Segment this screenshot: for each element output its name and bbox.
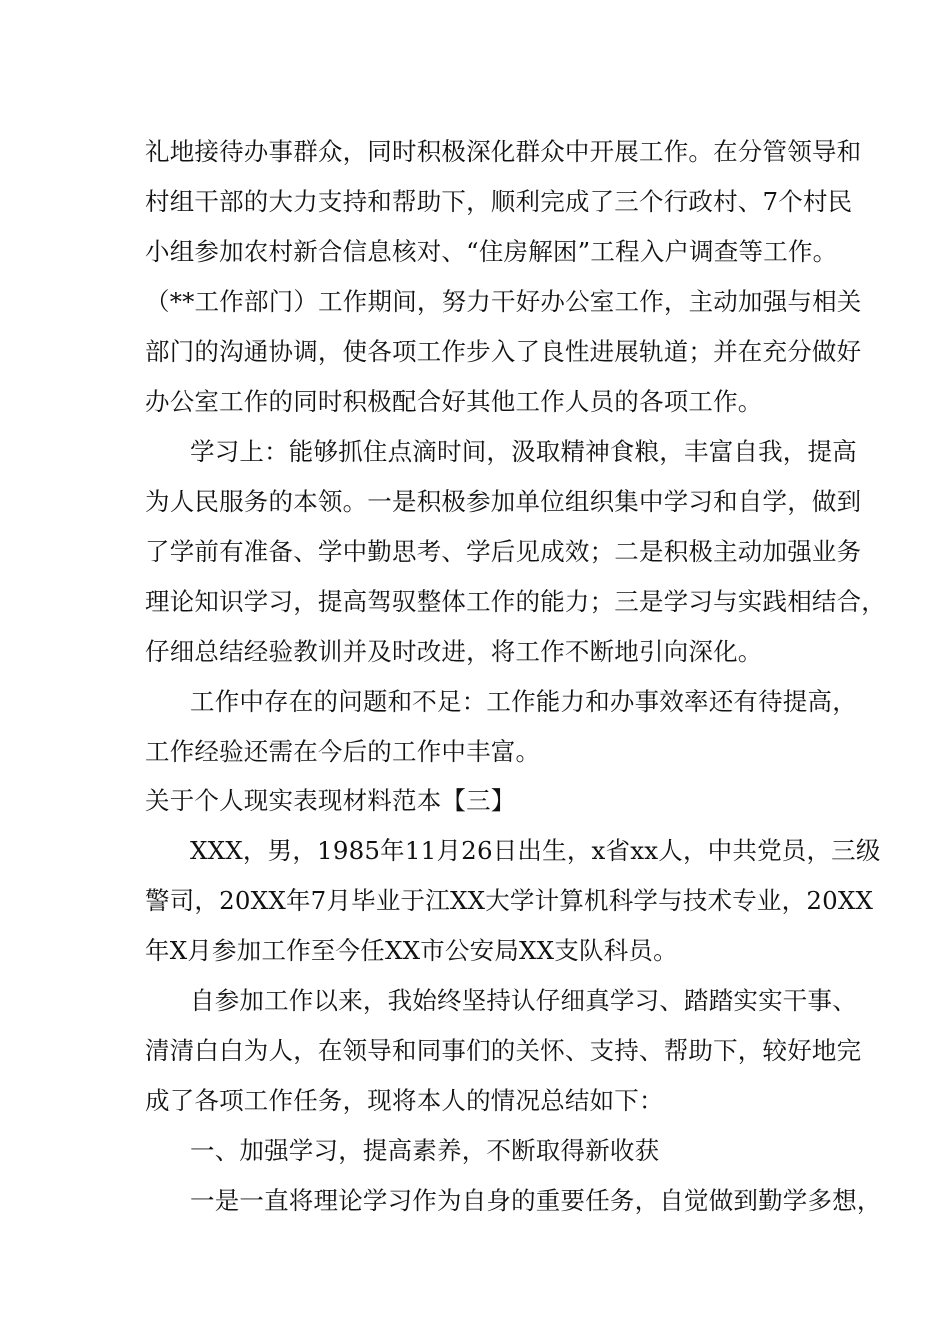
text-line: 为人民服务的本领。一是积极参加单位组织集中学习和自学，做到 <box>145 487 862 516</box>
text-line: 村组干部的大力支持和帮助下，顺利完成了三个行政村、7个村民 <box>145 187 853 216</box>
text-line: 理论知识学习，提高驾驭整体工作的能力；三是学习与实践相结合， <box>145 587 886 616</box>
text-line: 警司，20XX年7月毕业于江XX大学计算机科学与技术专业，20XX <box>145 886 874 915</box>
paragraph-first-line: 工作中存在的问题和不足：工作能力和办事效率还有待提高， <box>190 687 857 716</box>
paragraph-first-line: XXX，男，1985年11月26日出生，x省xx人，中共党员，三级 <box>190 836 881 865</box>
text-line: 礼地接待办事群众，同时积极深化群众中开展工作。在分管领导和 <box>145 137 862 166</box>
subheading-line: 一、加强学习，提高素养，不断取得新收获 <box>190 1136 660 1165</box>
paragraph-first-line: 自参加工作以来，我始终坚持认仔细真学习、踏踏实实干事、 <box>190 986 857 1015</box>
paragraph-first-line: 一是一直将理论学习作为自身的重要任务，自觉做到勤学多想， <box>190 1186 882 1215</box>
text-line: 部门的沟通协调，使各项工作步入了良性进展轨道；并在充分做好 <box>145 337 862 366</box>
section-heading: 关于个人现实表现材料范本【三】 <box>145 786 516 815</box>
paragraph-first-line: 学习上：能够抓住点滴时间，汲取精神食粮，丰富自我，提高 <box>190 437 857 466</box>
text-line: 工作经验还需在今后的工作中丰富。 <box>145 737 541 766</box>
text-line: 仔细总结经验教训并及时改进，将工作不断地引向深化。 <box>145 637 763 666</box>
text-line: 成了各项工作任务，现将本人的情况总结如下： <box>145 1086 664 1115</box>
text-line: 办公室工作的同时积极配合好其他工作人员的各项工作。 <box>145 387 763 416</box>
text-line: 了学前有准备、学中勤思考、学后见成效；二是积极主动加强业务 <box>145 537 862 566</box>
text-line: 清清白白为人，在领导和同事们的关怀、支持、帮助下，较好地完 <box>145 1036 862 1065</box>
text-line: 年X月参加工作至今任XX市公安局XX支队科员。 <box>145 936 678 965</box>
text-line: 小组参加农村新合信息核对、“住房解困”工程入户调查等工作。 <box>145 237 838 266</box>
text-line: （**工作部门）工作期间，努力干好办公室工作，主动加强与相关 <box>145 287 862 316</box>
